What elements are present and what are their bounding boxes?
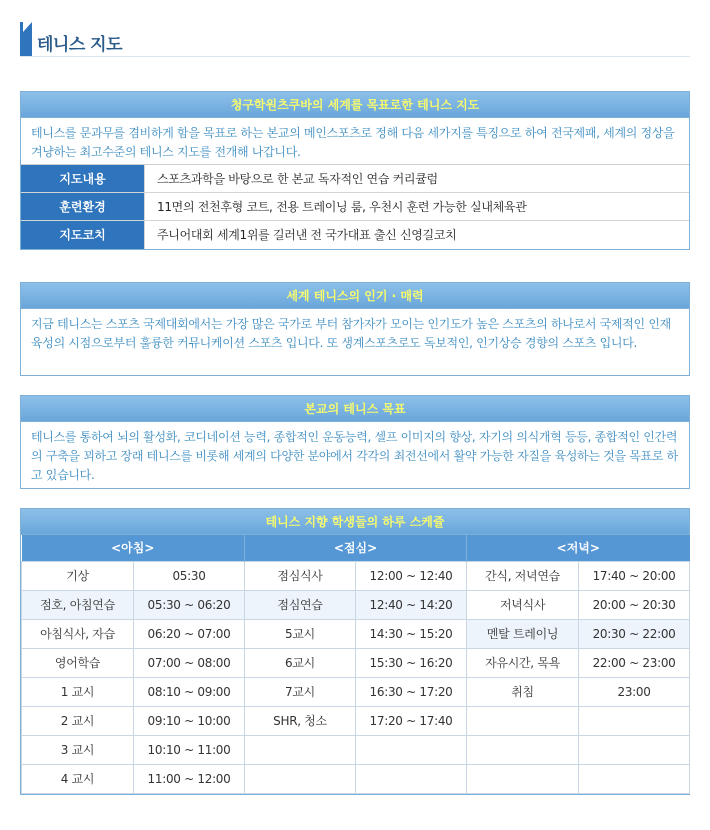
table-cell: 08:10 ~ 09:00	[134, 677, 245, 706]
header-divider	[20, 56, 690, 57]
column-evening: <저녁>	[467, 535, 690, 561]
table-cell	[245, 764, 356, 793]
goal-panel-text: 테니스를 통하여 뇌의 활성화, 코디네이션 능력, 종합적인 운동능력, 셀프 이미지의 향상, 자기의 의식개혁 등등, 종합적인 인간력의 구축을 꾀하고 장래 테니스를 비롯해 세계의 다양한 분야에서 각각의 최전선에서 활약 가능한 자질을 육성하는 것을 목표로 하고 있습니다.	[31, 430, 678, 482]
schedule-header-row	[22, 535, 690, 561]
table-cell: 05:30	[134, 561, 245, 590]
table-cell: 간식, 저녁연습	[467, 561, 579, 590]
table-cell: 2 교시	[22, 706, 134, 735]
table-cell	[579, 764, 690, 793]
table-cell: 17:40 ~ 20:00	[579, 561, 690, 590]
info-label: 지도코치	[21, 221, 145, 249]
table-cell	[467, 706, 579, 735]
table-cell: 11:00 ~ 12:00	[134, 764, 245, 793]
table-cell: 기상	[22, 561, 134, 590]
table-cell: 12:00 ~ 12:40	[356, 561, 467, 590]
info-row-content	[21, 165, 689, 193]
info-label: 지도내용	[21, 165, 145, 192]
info-row-environment	[21, 193, 689, 221]
intro-panel-header: 청구학원츠쿠바의 세계를 목표로한 테니스 지도	[21, 92, 689, 118]
info-label: 훈련환경	[21, 193, 145, 220]
schedule-panel	[20, 508, 690, 795]
table-cell: 점심식사	[245, 561, 356, 590]
table-row	[22, 561, 690, 590]
table-cell: 4 교시	[22, 764, 134, 793]
schedule-panel-header: 테니스 지향 학생들의 하루 스케쥴	[21, 509, 689, 535]
table-row	[22, 735, 690, 764]
goal-panel	[20, 395, 690, 489]
popularity-panel-text: 지금 테니스는 스포츠 국제대회에서는 가장 많은 국가로 부터 참가자가 모이는 인기도가 높은 스포츠의 하나로서 국제적인 인재육성의 시점으로부터 훌륭한 커뮤니케이션 스포츠 입니다. 또 생계스포츠로도 독보적인, 인기상승 경향의 스포츠 입니다.	[31, 317, 671, 350]
info-value: 주니어대회 세계1위를 길러낸 전 국가대표 출신 신영길코치	[157, 228, 457, 242]
popularity-panel-header: 세계 테니스의 인기 · 매력	[21, 283, 689, 309]
table-cell	[467, 735, 579, 764]
intro-panel-text: 테니스를 문과무를 겸비하게 함을 목표로 하는 본교의 메인스포츠로 정해 다음 세가지를 특징으로 하여 전국제패, 세계의 정상을 겨냥하는 최고수준의 테니스 지도를 전개해 나갑니다.	[31, 126, 675, 159]
table-cell: 영어학습	[22, 648, 134, 677]
table-cell: 아침식사, 자습	[22, 619, 134, 648]
table-cell: 점호, 아침연습	[22, 590, 134, 619]
table-cell: 14:30 ~ 15:20	[356, 619, 467, 648]
page-header	[20, 22, 690, 56]
intro-info-table	[21, 164, 689, 249]
table-cell: 20:00 ~ 20:30	[579, 590, 690, 619]
table-cell: 1 교시	[22, 677, 134, 706]
table-cell: 05:30 ~ 06:20	[134, 590, 245, 619]
table-cell: 저녁식사	[467, 590, 579, 619]
table-cell: 16:30 ~ 17:20	[356, 677, 467, 706]
table-row	[22, 677, 690, 706]
popularity-panel	[20, 282, 690, 376]
table-cell	[356, 764, 467, 793]
table-row	[22, 706, 690, 735]
table-cell: 23:00	[579, 677, 690, 706]
page-title: 테니스 지도	[37, 35, 123, 55]
table-cell	[245, 735, 356, 764]
column-morning: <아침>	[22, 535, 245, 561]
table-cell: 17:20 ~ 17:40	[356, 706, 467, 735]
info-value: 11면의 전천후형 코트, 전용 트레이닝 룸, 우천시 훈련 가능한 실내체육관	[157, 200, 527, 214]
table-cell: 자유시간, 목욕	[467, 648, 579, 677]
column-lunch: <점심>	[245, 535, 467, 561]
table-cell: 점심연습	[245, 590, 356, 619]
table-cell: 09:10 ~ 10:00	[134, 706, 245, 735]
table-cell: 06:20 ~ 07:00	[134, 619, 245, 648]
table-cell: 07:00 ~ 08:00	[134, 648, 245, 677]
goal-panel-header: 본교의 테니스 목표	[21, 396, 689, 422]
table-cell	[467, 764, 579, 793]
table-cell	[579, 706, 690, 735]
table-row	[22, 619, 690, 648]
table-cell: 7교시	[245, 677, 356, 706]
title-corner-icon	[20, 22, 32, 56]
table-cell: 10:10 ~ 11:00	[134, 735, 245, 764]
table-cell: 멘탈 트레이닝	[467, 619, 579, 648]
intro-panel	[20, 91, 690, 250]
schedule-table	[21, 535, 690, 794]
table-cell: SHR, 청소	[245, 706, 356, 735]
info-row-coach	[21, 221, 689, 249]
table-cell: 5교시	[245, 619, 356, 648]
table-cell: 22:00 ~ 23:00	[579, 648, 690, 677]
table-row	[22, 590, 690, 619]
table-cell	[579, 735, 690, 764]
table-cell: 15:30 ~ 16:20	[356, 648, 467, 677]
info-value: 스포츠과학을 바탕으로 한 본교 독자적인 연습 커리큘럼	[157, 172, 438, 186]
table-cell: 3 교시	[22, 735, 134, 764]
table-cell: 20:30 ~ 22:00	[579, 619, 690, 648]
table-cell: 12:40 ~ 14:20	[356, 590, 467, 619]
table-row	[22, 764, 690, 793]
table-cell	[356, 735, 467, 764]
table-row	[22, 648, 690, 677]
table-cell: 6교시	[245, 648, 356, 677]
table-cell: 취침	[467, 677, 579, 706]
